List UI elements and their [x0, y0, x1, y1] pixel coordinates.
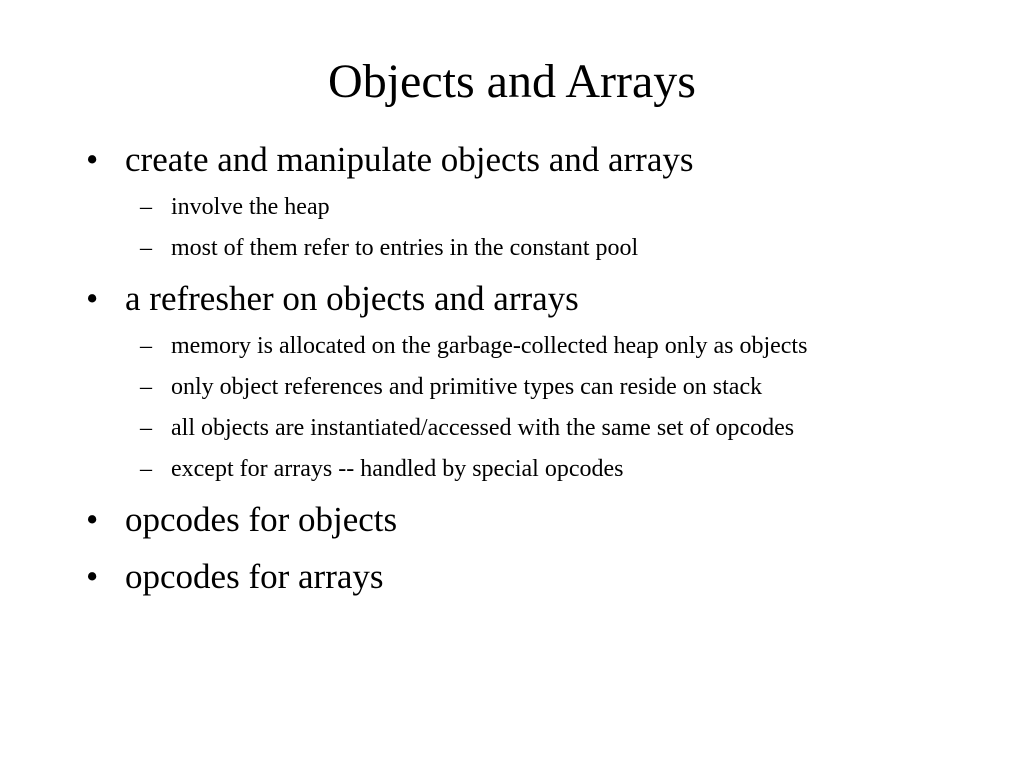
sub-bullet-text: involve the heap: [171, 194, 330, 220]
sub-bullet-text: memory is allocated on the garbage-collected heap only as objects: [171, 333, 808, 359]
bullet-text: a refresher on objects and arrays: [125, 279, 579, 318]
bullet-icon: •: [86, 500, 99, 539]
bullet-icon: •: [86, 557, 99, 596]
sub-bullet-text: all objects are instantiated/accessed with the same set of opcodes: [171, 415, 795, 441]
bullet-icon: •: [86, 140, 99, 179]
bullet-icon: •: [86, 279, 99, 318]
sub-bullet-text: only object references and primitive types can reside on stack: [171, 374, 763, 400]
sub-bullet-text: except for arrays -- handled by special opcodes: [171, 456, 624, 482]
dash-icon: –: [140, 374, 152, 400]
dash-icon: –: [140, 235, 152, 261]
dash-icon: –: [140, 333, 152, 359]
slide-title: Objects and Arrays: [328, 55, 696, 108]
sub-bullet-text: most of them refer to entries in the constant pool: [171, 235, 639, 261]
dash-icon: –: [140, 456, 152, 482]
bullet-text: opcodes for arrays: [125, 557, 384, 596]
dash-icon: –: [140, 415, 152, 441]
bullet-text: opcodes for objects: [125, 500, 398, 539]
bullet-text: create and manipulate objects and arrays: [125, 140, 694, 179]
dash-icon: –: [140, 194, 152, 220]
